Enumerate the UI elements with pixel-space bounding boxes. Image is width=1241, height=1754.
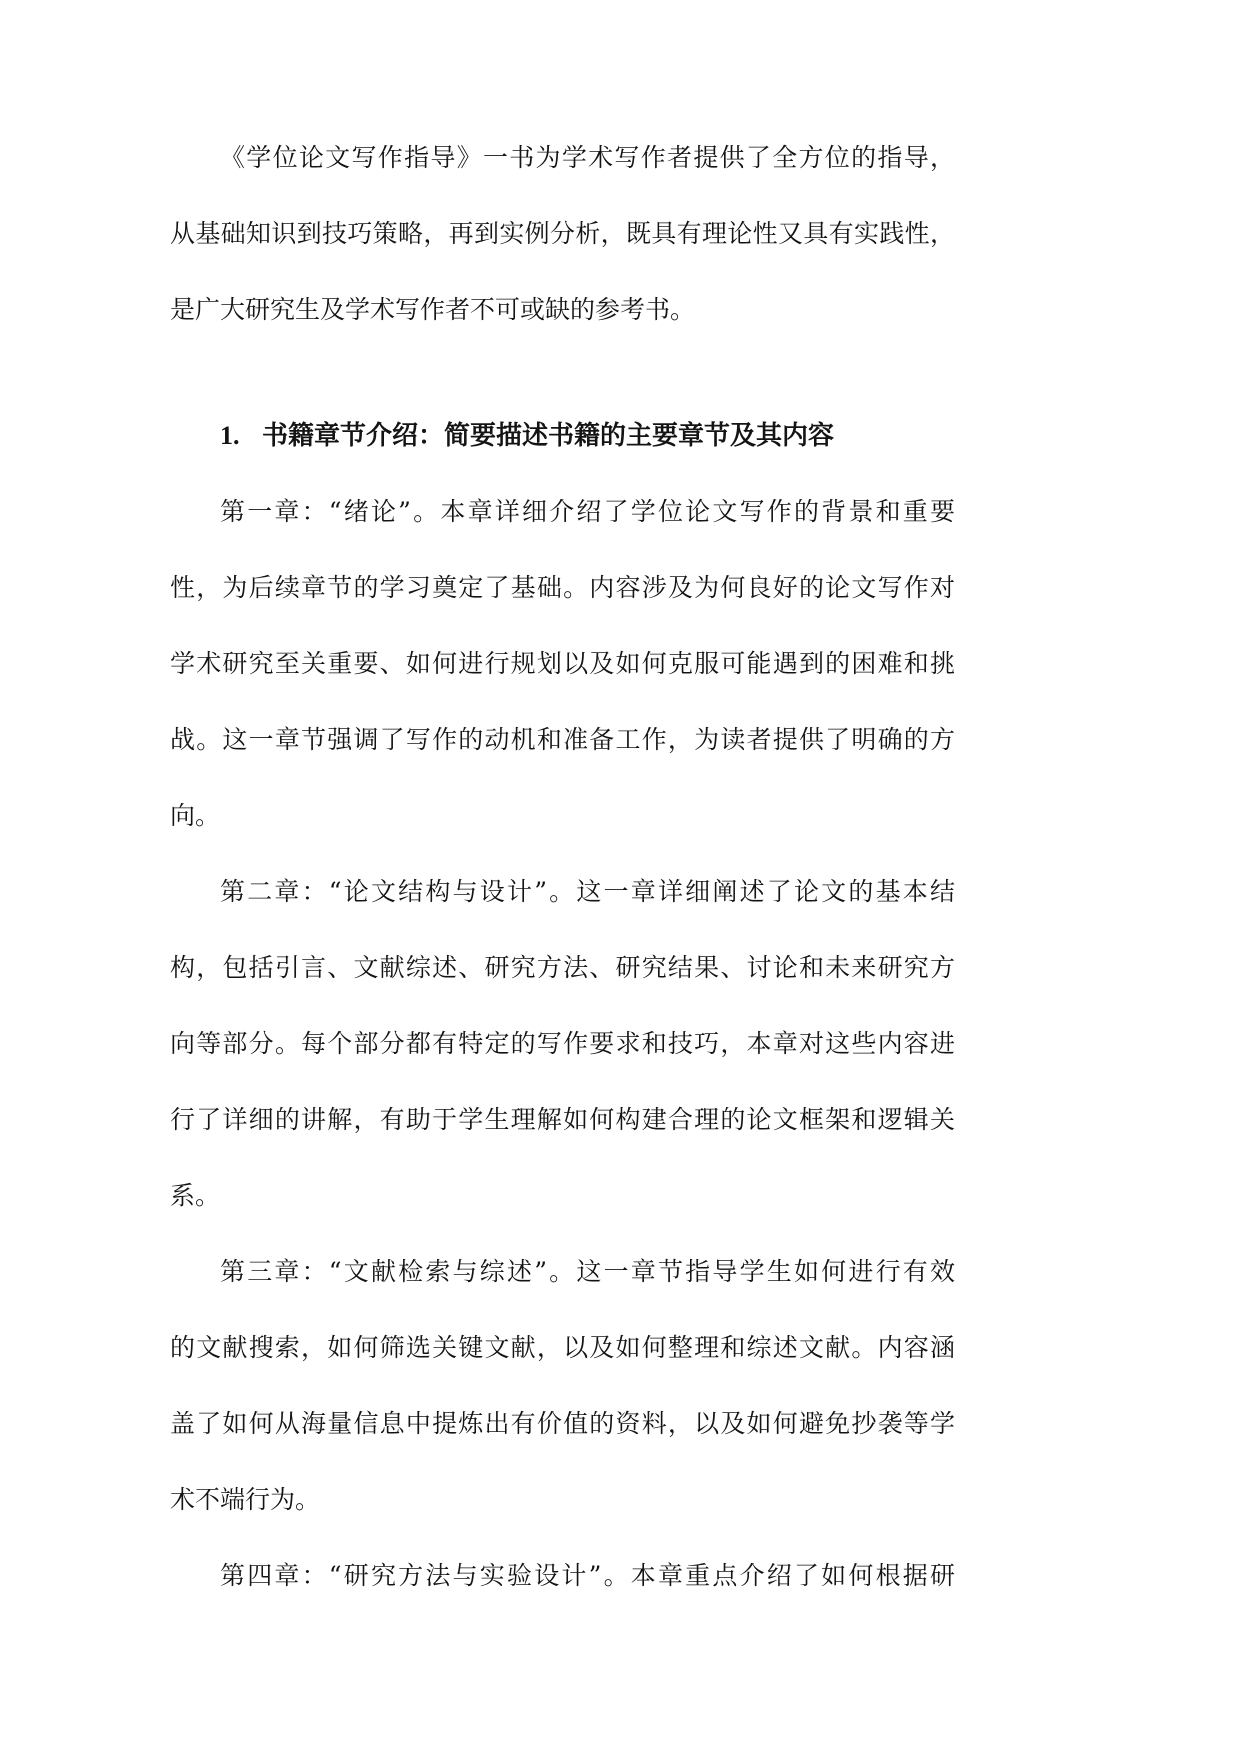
chapter-1-paragraph (170, 474, 955, 854)
section-heading-number: 1. (220, 421, 240, 450)
document-body (170, 120, 955, 1614)
chapter-1-line: 第一章：“绪论”。本章详细介绍了学位论文写作的背景和重要 (220, 497, 955, 526)
chapter-4-line: 第四章：“研究方法与实验设计”。本章重点介绍了如何根据研 (220, 1561, 955, 1590)
chapter-1-line: 学术研究至关重要、如何进行规划以及如何克服可能遇到的困难和挑 (170, 649, 955, 678)
intro-line: 是广大研究生及学术写作者不可或缺的参考书。 (170, 295, 696, 324)
chapter-1-line: 性，为后续章节的学习奠定了基础。内容涉及为何良好的论文写作对 (170, 573, 955, 602)
chapter-3-line: 第三章：“文献检索与综述”。这一章节指导学生如何进行有效 (220, 1257, 955, 1286)
chapter-1-line: 向。 (170, 801, 221, 830)
chapter-3-line: 盖了如何从海量信息中提炼出有价值的资料，以及如何避免抄袭等学 (170, 1409, 955, 1438)
chapter-3-line: 术不端行为。 (170, 1485, 321, 1514)
chapter-2-line: 向等部分。每个部分都有特定的写作要求和技巧，本章对这些内容进 (170, 1029, 955, 1058)
intro-line: 从基础知识到技巧策略，再到实例分析，既具有理论性又具有实践性， (170, 219, 955, 248)
intro-line: 《学位论文写作指导》一书为学术写作者提供了全方位的指导， (220, 143, 955, 172)
section-heading (170, 398, 955, 474)
chapter-2-line: 行了详细的讲解，有助于学生理解如何构建合理的论文框架和逻辑关 (170, 1105, 955, 1134)
intro-paragraph (170, 120, 955, 348)
chapter-2-paragraph (170, 854, 955, 1234)
chapter-2-line: 第二章：“论文结构与设计”。这一章详细阐述了论文的基本结 (220, 877, 955, 906)
chapter-4-paragraph (170, 1538, 955, 1614)
chapter-1-line: 战。这一章节强调了写作的动机和准备工作，为读者提供了明确的方 (170, 725, 955, 754)
section-heading-text: 书籍章节介绍：简要描述书籍的主要章节及其内容 (262, 421, 835, 451)
chapter-3-line: 的文献搜索，如何筛选关键文献，以及如何整理和综述文献。内容涵 (170, 1333, 955, 1362)
chapter-2-line: 构，包括引言、文献综述、研究方法、研究结果、讨论和未来研究方 (170, 953, 955, 982)
chapter-2-line: 系。 (170, 1181, 221, 1210)
chapter-3-paragraph (170, 1234, 955, 1538)
